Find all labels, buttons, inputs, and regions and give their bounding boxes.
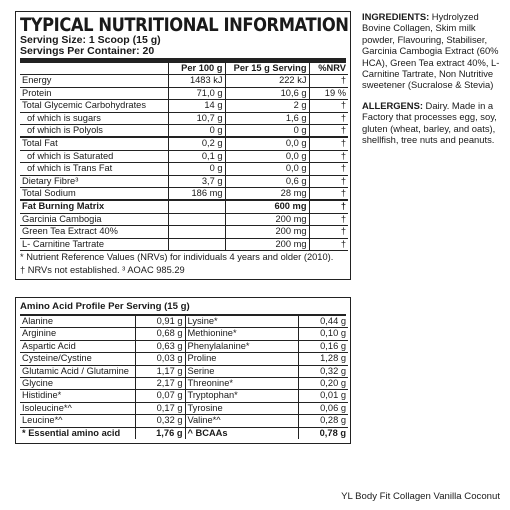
trans-fat-nrv: † xyxy=(309,163,348,175)
energy-per-100g: 1483 kJ xyxy=(168,75,225,87)
panel-title: TYPICAL NUTRITIONAL INFORMATION xyxy=(20,14,349,36)
nutrition-row-dietary-fibre xyxy=(20,175,348,187)
amino-row xyxy=(20,328,348,340)
polyols-per-100g: 0 g xyxy=(168,125,225,138)
amino-row xyxy=(20,353,348,365)
nutrition-row-total-fat xyxy=(20,137,348,150)
footnote-nrv: * Nutrient Reference Values (NRVs) for individuals 4 years and older (2010). xyxy=(20,252,334,263)
protein-per-100g: 71,0 g xyxy=(168,87,225,99)
amino-name: Threonine* xyxy=(185,378,298,390)
amino-totals-row xyxy=(20,427,348,439)
amino-row xyxy=(20,378,348,390)
carbohydrates-per-100g: 14 g xyxy=(168,100,225,112)
total-fat-per-serving: 0,0 g xyxy=(225,137,309,150)
green-tea-extract-label: Green Tea Extract 40% xyxy=(20,226,168,238)
garcinia-cambogia-nrv: † xyxy=(309,213,348,225)
amino-value: 0,68 g xyxy=(135,328,185,340)
nutrition-rows xyxy=(20,75,348,251)
amino-row xyxy=(20,316,348,328)
trans-fat-per-100g: 0 g xyxy=(168,163,225,175)
amino-value: 0,32 g xyxy=(298,365,348,377)
amino-value: 0,10 g xyxy=(298,328,348,340)
footnote-not-established: † NRVs not established. ³ AOAC 985.29 xyxy=(20,264,185,275)
saturated-fat-nrv: † xyxy=(309,150,348,162)
amino-value: 0,32 g xyxy=(135,415,185,427)
ingredients-label: INGREDIENTS: xyxy=(362,11,430,22)
l-carnitine-per-serving: 200 mg xyxy=(225,238,309,250)
amino-value: 0,63 g xyxy=(135,340,185,352)
amino-name: Aspartic Acid xyxy=(20,340,135,352)
amino-name: Methionine* xyxy=(185,328,298,340)
sodium-per-serving: 28 mg xyxy=(225,188,309,201)
protein-nrv: 19 % xyxy=(309,87,348,99)
amino-value: 0,06 g xyxy=(298,402,348,414)
garcinia-cambogia-per-serving: 200 mg xyxy=(225,213,309,225)
dietary-fibre-per-100g: 3,7 g xyxy=(168,175,225,187)
nutrition-row-sugars xyxy=(20,112,348,124)
amino-value: 1,17 g xyxy=(135,365,185,377)
sugars-label: of which is sugars xyxy=(20,112,168,124)
bcaa-value: 0,78 g xyxy=(298,427,348,439)
amino-name: Tyrosine xyxy=(185,402,298,414)
amino-value: 2,17 g xyxy=(135,378,185,390)
amino-value: 0,07 g xyxy=(135,390,185,402)
amino-name: Glutamic Acid / Glutamine xyxy=(20,365,135,377)
carbohydrates-per-serving: 2 g xyxy=(225,100,309,112)
amino-row xyxy=(20,402,348,414)
ingredients xyxy=(362,11,502,91)
nutrition-row-carbohydrates xyxy=(20,100,348,112)
green-tea-extract-nrv: † xyxy=(309,226,348,238)
amino-name: Tryptophan* xyxy=(185,390,298,402)
nutrition-row-protein xyxy=(20,87,348,99)
amino-row xyxy=(20,365,348,377)
sugars-per-serving: 1,6 g xyxy=(225,112,309,124)
amino-name: Cysteine/Cystine xyxy=(20,353,135,365)
dietary-fibre-nrv: † xyxy=(309,175,348,187)
nutrition-row-garcinia-cambogia xyxy=(20,213,348,225)
nutrition-row-trans-fat xyxy=(20,163,348,175)
servings-per-container: Servings Per Container: 20 xyxy=(20,46,346,63)
nutrition-row-polyols xyxy=(20,125,348,138)
amino-table xyxy=(20,316,348,439)
allergens-label: ALLERGENS: xyxy=(362,99,423,111)
amino-title: Amino Acid Profile Per Serving (15 g) xyxy=(20,301,346,316)
fat-burning-matrix-per-100g xyxy=(168,200,225,213)
amino-name: Glycine xyxy=(20,378,135,390)
amino-value: 0,01 g xyxy=(298,390,348,402)
dietary-fibre-label: Dietary Fibre³ xyxy=(20,175,168,187)
energy-per-serving: 222 kJ xyxy=(225,75,309,87)
nutrition-table xyxy=(20,63,348,251)
amino-name: Proline xyxy=(185,353,298,365)
amino-name: Phenylalanine* xyxy=(185,340,298,352)
ingredients-allergens xyxy=(362,11,502,154)
allergens-text: Dairy. Made in a Factory that processes egg, soy, gluten (wheat, barley, and oats), shellfish, tree nuts and peanuts. xyxy=(362,99,497,146)
amino-name: Lysine* xyxy=(185,316,298,328)
polyols-nrv: † xyxy=(309,125,348,138)
l-carnitine-label: L- Carnitine Tartrate xyxy=(20,238,168,250)
nutrition-panel xyxy=(15,11,351,280)
essential-amino-value: 1,76 g xyxy=(135,427,185,439)
nutrition-row-l-carnitine xyxy=(20,238,348,250)
essential-amino-label: * Essential amino acid xyxy=(22,427,121,438)
allergens xyxy=(362,100,502,146)
dietary-fibre-per-serving: 0,6 g xyxy=(225,175,309,187)
total-fat-per-100g: 0,2 g xyxy=(168,137,225,150)
polyols-per-serving: 0 g xyxy=(225,125,309,138)
header-blank xyxy=(20,63,168,75)
l-carnitine-nrv: † xyxy=(309,238,348,250)
amino-row xyxy=(20,340,348,352)
amino-value: 0,44 g xyxy=(298,316,348,328)
garcinia-cambogia-per-100g xyxy=(168,213,225,225)
total-fat-label: Total Fat xyxy=(20,137,168,150)
amino-value: 0,20 g xyxy=(298,378,348,390)
trans-fat-per-serving: 0,0 g xyxy=(225,163,309,175)
product-caption: YL Body Fit Collagen Vanilla Coconut xyxy=(341,491,500,502)
trans-fat-label: of which is Trans Fat xyxy=(20,163,168,175)
green-tea-extract-per-100g xyxy=(168,226,225,238)
amino-name: Serine xyxy=(185,365,298,377)
nutrition-row-energy xyxy=(20,75,348,87)
amino-row xyxy=(20,390,348,402)
fat-burning-matrix-label: Fat Burning Matrix xyxy=(20,200,168,213)
sugars-nrv: † xyxy=(309,112,348,124)
amino-value: 0,16 g xyxy=(298,340,348,352)
amino-row xyxy=(20,415,348,427)
serving-size: Serving Size: 1 Scoop (15 g) xyxy=(20,34,161,46)
fat-burning-matrix-nrv: † xyxy=(309,200,348,213)
saturated-fat-per-serving: 0,0 g xyxy=(225,150,309,162)
polyols-label: of which is Polyols xyxy=(20,125,168,138)
energy-label: Energy xyxy=(20,75,168,87)
amino-rows xyxy=(20,316,348,439)
header-per-serving: Per 15 g Serving xyxy=(225,63,309,75)
amino-name: Valine*^ xyxy=(185,415,298,427)
carbohydrates-label: Total Glycemic Carbohydrates xyxy=(20,100,168,112)
ingredients-text: Hydrolyzed Bovine Collagen, Skim milk powder, Flavouring, Stabiliser, Garcinia Cambogia Extract (60% HCA), Green Tea extract 40%, L- Carnitine Tartrate, Non Nutritive sweetener (Sucralose & Stevia) xyxy=(362,11,500,91)
nutrition-row-sodium xyxy=(20,188,348,201)
sodium-nrv: † xyxy=(309,188,348,201)
protein-label: Protein xyxy=(20,87,168,99)
header-per-100g: Per 100 g xyxy=(168,63,225,75)
fat-burning-matrix-per-serving: 600 mg xyxy=(225,200,309,213)
amino-name: Arginine xyxy=(20,328,135,340)
sodium-per-100g: 186 mg xyxy=(168,188,225,201)
amino-value: 0,03 g xyxy=(135,353,185,365)
nutrition-header-row xyxy=(20,63,348,75)
amino-value: 0,28 g xyxy=(298,415,348,427)
nutrition-row-saturated-fat xyxy=(20,150,348,162)
total-fat-nrv: † xyxy=(309,137,348,150)
energy-nrv: † xyxy=(309,75,348,87)
l-carnitine-per-100g xyxy=(168,238,225,250)
amino-value: 0,17 g xyxy=(135,402,185,414)
amino-name: Alanine xyxy=(20,316,135,328)
sodium-label: Total Sodium xyxy=(20,188,168,201)
header-nrv: %NRV xyxy=(309,63,348,75)
nutrition-row-fat-burning-matrix xyxy=(20,200,348,213)
nutrition-row-green-tea-extract xyxy=(20,226,348,238)
green-tea-extract-per-serving: 200 mg xyxy=(225,226,309,238)
amino-acid-panel xyxy=(15,297,351,444)
amino-name: Histidine* xyxy=(20,390,135,402)
bcaa-label: ^ BCAAs xyxy=(185,427,298,439)
protein-per-serving: 10,6 g xyxy=(225,87,309,99)
carbohydrates-nrv: † xyxy=(309,100,348,112)
saturated-fat-label: of which is Saturated xyxy=(20,150,168,162)
garcinia-cambogia-label: Garcinia Cambogia xyxy=(20,213,168,225)
amino-name: Isoleucine*^ xyxy=(20,402,135,414)
saturated-fat-per-100g: 0,1 g xyxy=(168,150,225,162)
amino-value: 0,91 g xyxy=(135,316,185,328)
amino-name: Leucine*^ xyxy=(20,415,135,427)
amino-value: 1,28 g xyxy=(298,353,348,365)
sugars-per-100g: 10,7 g xyxy=(168,112,225,124)
